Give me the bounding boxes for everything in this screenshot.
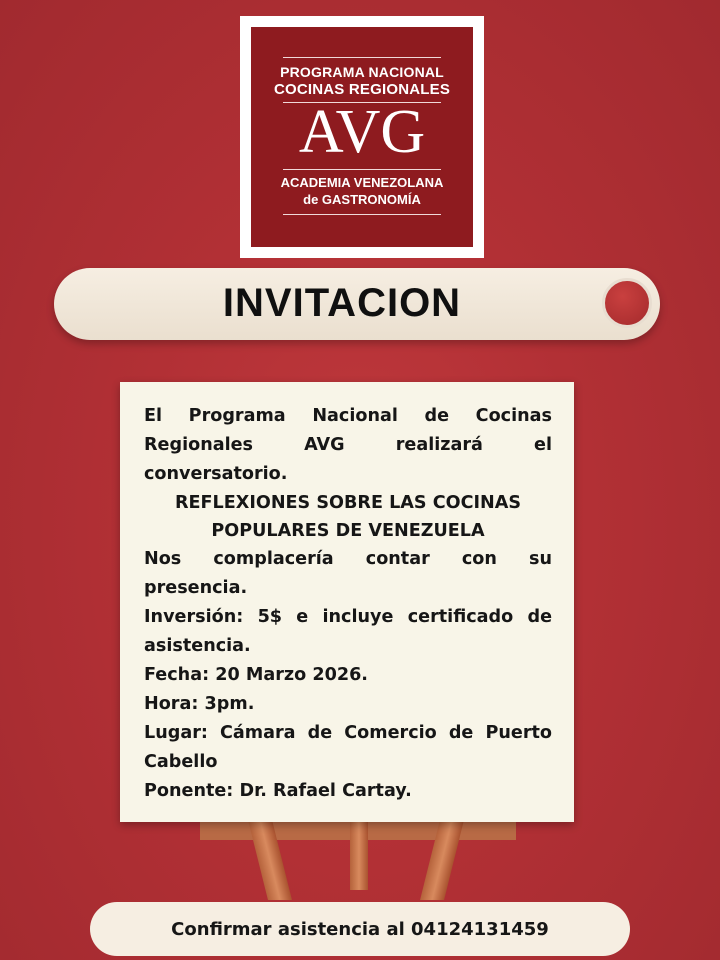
- logo-line-2: COCINAS REGIONALES: [273, 81, 451, 98]
- rsvp-text: Confirmar asistencia al 04124131459: [171, 918, 549, 940]
- rsvp-banner: [90, 902, 630, 956]
- easel-leg-center: [350, 820, 368, 890]
- invitation-card: [120, 382, 574, 822]
- banner-circle-decoration: [602, 278, 652, 328]
- logo-rule-bottom: [283, 214, 441, 215]
- event-place: Lugar: Cámara de Comercio de Puerto Cabello: [144, 723, 552, 772]
- logo-line-4: de GASTRONOMÍA: [303, 192, 421, 207]
- event-speaker: Ponente: Dr. Rafael Cartay.: [144, 781, 412, 801]
- title-banner: [54, 268, 660, 340]
- event-date: Fecha: 20 Marzo 2026.: [144, 665, 368, 685]
- logo-frame: [240, 16, 484, 258]
- logo-line-1: PROGRAMA NACIONAL: [280, 64, 444, 80]
- logo-rule-lower: [283, 169, 441, 170]
- intro-text: El Programa Nacional de Cocinas Regionales AVG realizará el conversatorio.: [144, 406, 552, 484]
- logo-mark: AVG: [298, 98, 426, 166]
- invite-text: Nos complacería contar con su presencia.: [144, 549, 552, 598]
- page-title: INVITACION: [222, 281, 462, 325]
- avg-logo: [251, 27, 473, 247]
- investment-text: Inversión: 5$ e incluye certificado de asistencia.: [144, 607, 552, 656]
- logo-line-3: ACADEMIA VENEZOLANA: [280, 175, 444, 190]
- event-time: Hora: 3pm.: [144, 694, 255, 714]
- logo-rule-top: [283, 57, 441, 58]
- event-topic: REFLEXIONES SOBRE LAS COCINAS POPULARES DE VENEZUELA: [174, 493, 522, 541]
